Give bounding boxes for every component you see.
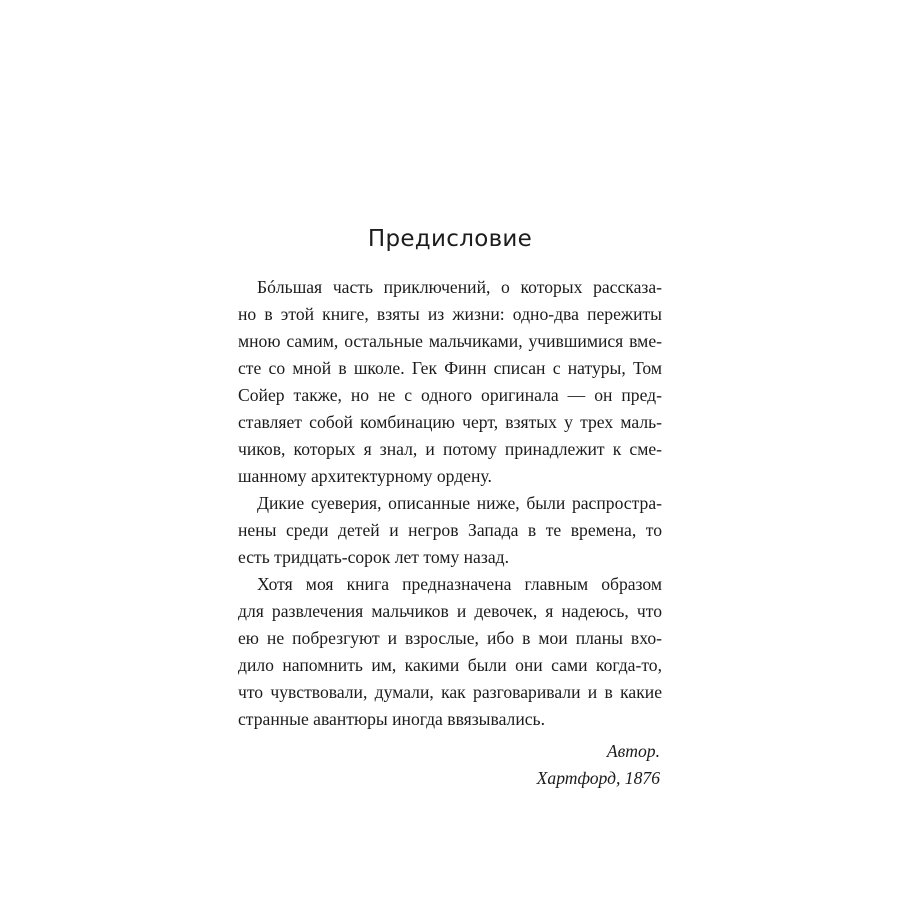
text-line: для развлечения мальчиков и девочек, я надеюсь, что xyxy=(238,601,662,621)
paragraph-3 xyxy=(238,571,662,733)
text-line: нены среди детей и негров Запада в те времена, то xyxy=(238,520,662,540)
paragraph-2 xyxy=(238,490,662,571)
signature-place-date: Хартфорд, 1876 xyxy=(536,768,660,788)
page-title: Предисловие xyxy=(367,226,533,252)
text-line: сте со мной в школе. Гек Финн списан с натуры, Том xyxy=(238,358,662,378)
signature xyxy=(238,738,662,792)
text-line: дило напомнить им, какими были они сами когда-то, xyxy=(238,655,662,675)
text-line: ею не побрезгуют и взрослые, ибо в мои планы вхо- xyxy=(238,628,662,648)
text-line: Бóльшая часть приключений, о которых рассказа- xyxy=(257,277,662,297)
text-line: странные авантюры иногда ввязывались. xyxy=(238,709,545,729)
text-line: что чувствовали, думали, как разговаривали и в какие xyxy=(238,682,662,702)
text-line: ставляет собой комбинацию черт, взятых у трех маль- xyxy=(238,412,662,432)
text-line: есть тридцать-сорок лет тому назад. xyxy=(238,547,509,567)
text-line: Сойер также, но не с одного оригинала — он пред- xyxy=(238,385,662,405)
text-line: Дикие суеверия, описанные ниже, были распростра- xyxy=(257,493,662,513)
text-line: но в этой книге, взяты из жизни: одно-два пережиты xyxy=(238,304,662,324)
text-line: шанному архитектурному ордену. xyxy=(238,466,492,486)
paragraph-1 xyxy=(238,274,662,490)
signature-author: Автор. xyxy=(606,741,660,761)
text-line: Хотя моя книга предназначена главным образом xyxy=(257,574,662,594)
text-line: чиков, которых я знал, и потому принадлежит к сме- xyxy=(238,439,662,459)
text-line: мною самим, остальные мальчиками, учившимися вме- xyxy=(238,331,662,351)
preface-text-block xyxy=(238,224,662,792)
